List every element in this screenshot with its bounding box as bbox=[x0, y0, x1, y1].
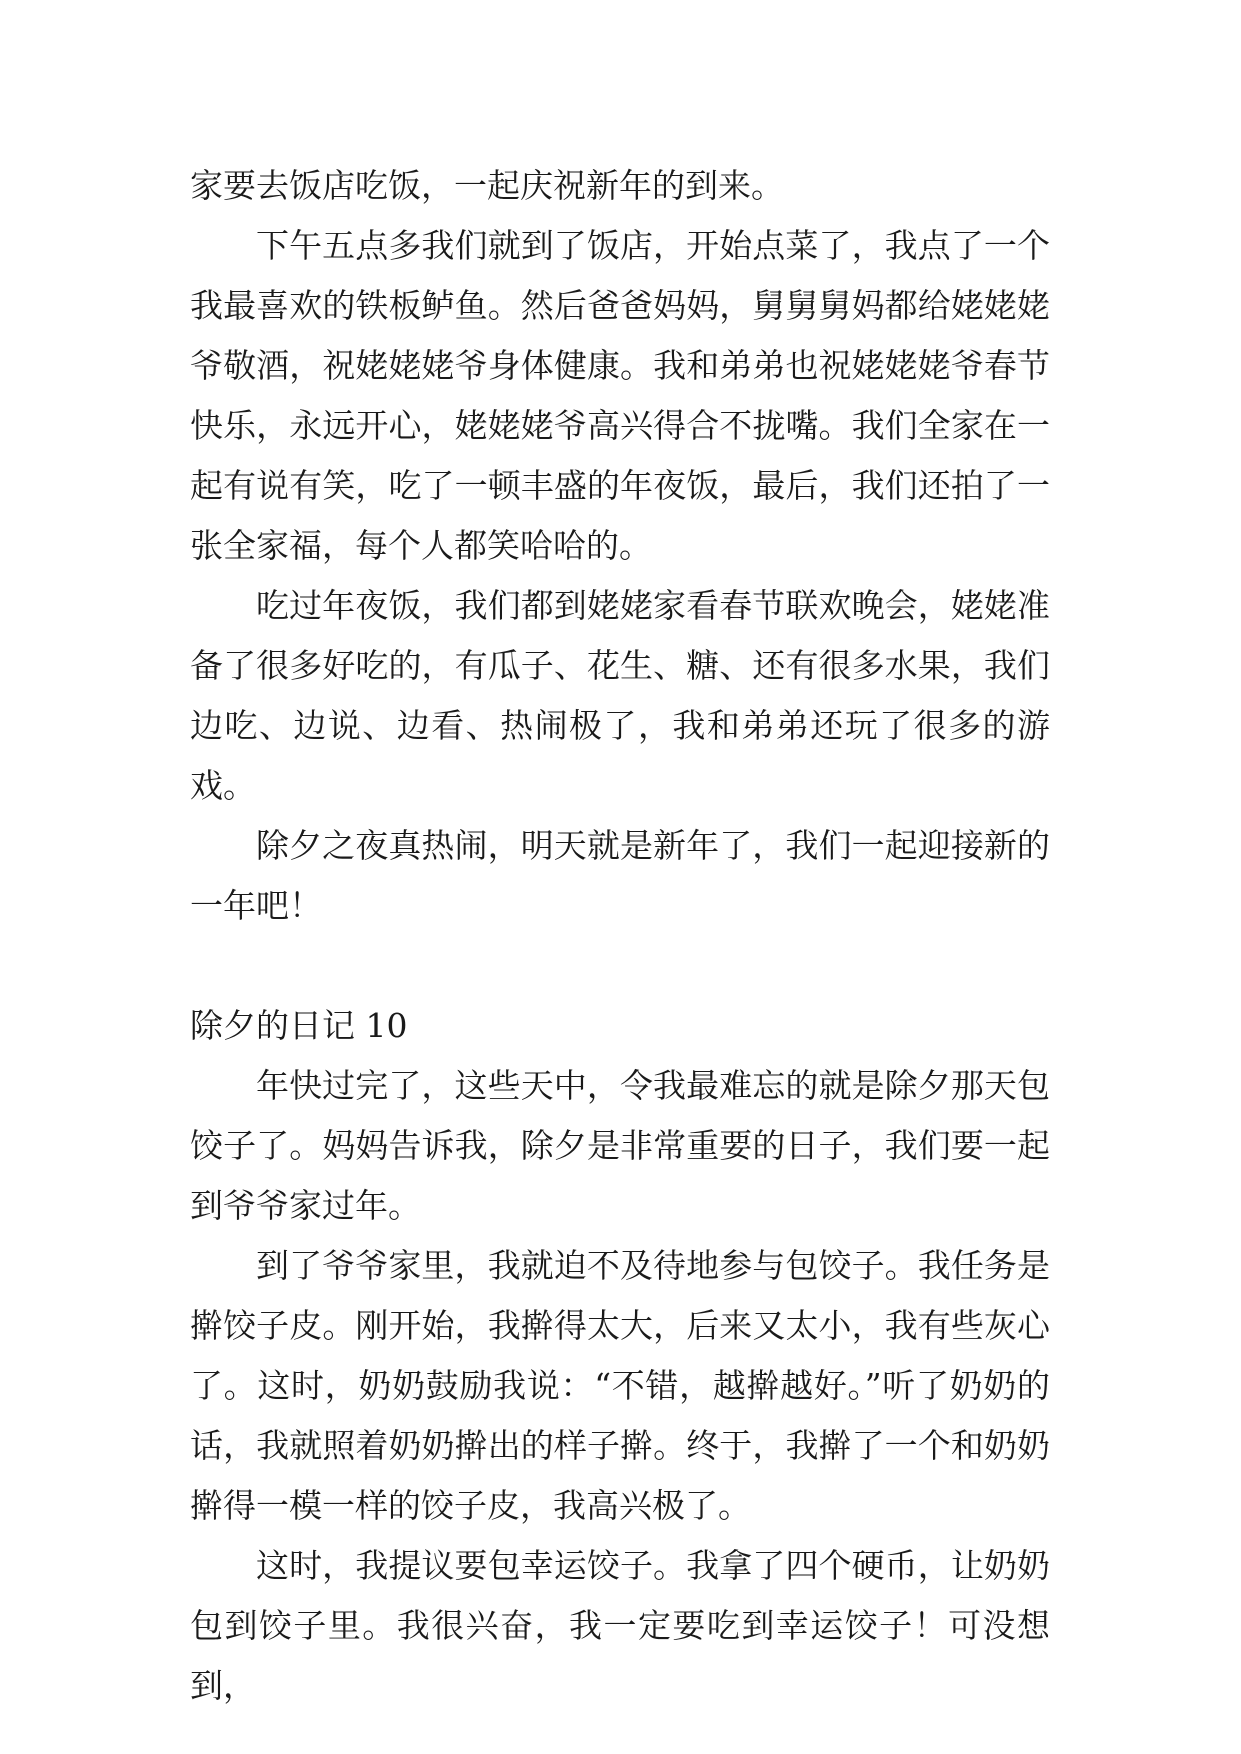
document-page bbox=[190, 156, 1050, 1716]
paragraph-dumplings-intro: 年快过完了，这些天中，令我最难忘的就是除夕那天包饺子了。妈妈告诉我，除夕是非常重要的日子，我们要一起到爷爷家过年。 bbox=[190, 1066, 1050, 1225]
paragraph-dumpling-skins: 到了爷爷家里，我就迫不及待地参与包饺子。我任务是擀饺子皮。刚开始，我擀得太大，后来又太小，我有些灰心了。这时，奶奶鼓励我说：“不错，越擀越好。”听了奶奶的话，我就照着奶奶擀出的样子擀。终于，我擀了一个和奶奶擀得一模一样的饺子皮，我高兴极了。 bbox=[190, 1246, 1050, 1525]
section-title: 除夕的日记 10 bbox=[190, 1006, 408, 1045]
paragraph-dinner: 下午五点多我们就到了饭店，开始点菜了，我点了一个我最喜欢的铁板鲈鱼。然后爸爸妈妈，舅舅舅妈都给姥姥姥爷敬酒，祝姥姥姥爷身体健康。我和弟弟也祝姥姥姥爷春节快乐，永远开心，姥姥姥爷高兴得合不拢嘴。我们全家在一起有说有笑，吃了一顿丰盛的年夜饭，最后，我们还拍了一张全家福，每个人都笑哈哈的。 bbox=[190, 226, 1050, 565]
paragraph-new-year: 除夕之夜真热闹，明天就是新年了，我们一起迎接新的一年吧！ bbox=[190, 826, 1050, 925]
section-spacer bbox=[190, 936, 1050, 996]
paragraph-gala: 吃过年夜饭，我们都到姥姥家看春节联欢晚会，姥姥准备了很多好吃的，有瓜子、花生、糖、还有很多水果，我们边吃、边说、边看、热闹极了，我和弟弟还玩了很多的游戏。 bbox=[190, 586, 1050, 805]
paragraph-lucky-dumplings: 这时，我提议要包幸运饺子。我拿了四个硬币，让奶奶包到饺子里。我很兴奋，我一定要吃到幸运饺子！可没想到， bbox=[190, 1546, 1050, 1705]
paragraph-continuation: 家要去饭店吃饭，一起庆祝新年的到来。 bbox=[190, 166, 784, 205]
